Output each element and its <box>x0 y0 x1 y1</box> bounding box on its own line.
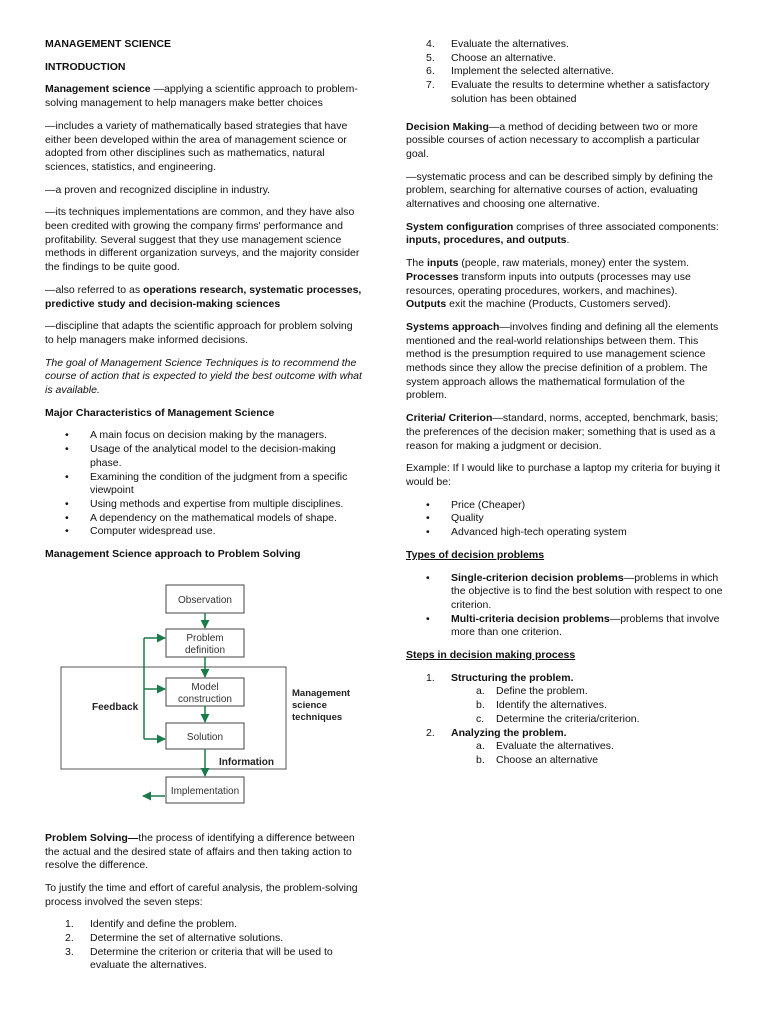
problem-label: Problem <box>186 632 224 644</box>
list-item: 1. Identify and define the problem. <box>65 918 238 931</box>
bullet-icon <box>426 512 446 526</box>
steps-heading: Steps in decision making process <box>406 649 576 662</box>
list-item: 4. Evaluate the alternatives. <box>426 38 569 50</box>
problem-solving-diagram <box>45 568 363 818</box>
list-item: b. Choose an alternative <box>476 753 599 766</box>
ms-aka-terms: operations research, systematic processes, predictive study and decision-making sciences <box>45 283 362 310</box>
justify-text: To justify the time and effort of careful analysis, the problem-solving process involved the seven steps: <box>45 881 358 908</box>
ms-goal: The goal of Management Science Techniques is to recommend the course of action that is expected to yield the best outcome with what is available. <box>45 356 362 397</box>
process-list <box>406 672 724 768</box>
system-configuration: System configuration comprises of three associated components: inputs, procedures, and outputs. <box>406 220 719 247</box>
characteristics-heading: Major Characteristics of Management Science <box>45 406 275 419</box>
bullet-icon <box>426 572 446 586</box>
bullet-icon <box>65 443 85 457</box>
observation-label: Observation <box>178 594 232 606</box>
document-title: MANAGEMENT SCIENCE <box>45 38 172 50</box>
approach-heading: Management Science approach to Problem Solving <box>45 548 301 561</box>
ms-term: Management science <box>45 83 151 96</box>
criteria-definition: Criteria/ Criterion—standard, norms, accepted, benchmark, basis; the preferences of the decision maker; something that is used as a reason for making a judgment or decision. <box>406 412 719 452</box>
list-item: • Price (Cheaper) <box>406 499 724 513</box>
definition-label: definition <box>184 644 226 656</box>
inputs-processes-outputs: The inputs (people, raw materials, money) enter the system. Processes transform inputs into outputs (processes may use resources, operating procedures, workers, and machines). Outputs exit the machine (Products, Customers served). <box>406 257 691 311</box>
left-column <box>45 38 363 982</box>
list-item: • Single-criterion decision problems—problems in which the objective is to find the best solution with respect to one criterion. <box>406 572 724 613</box>
list-item: a. Define the problem. <box>476 685 588 698</box>
ms-definition-text: —applying a scientific approach to problem-solving management to help managers make better choices <box>45 83 358 110</box>
ms-includes: —includes a variety of mathematically based strategies that have either been developed within the area of management science or adopted from other disciplines such as mathematics, natural sciences, statistics, and engineering. <box>45 119 348 173</box>
ms-aka <box>45 284 363 311</box>
steps-list-right <box>406 38 724 107</box>
list-item: a. Evaluate the alternatives. <box>476 740 614 753</box>
ms-definition <box>45 83 363 110</box>
list-item: • Examining the condition of the judgment from a specific viewpoint <box>45 471 363 498</box>
list-item: 6. Implement the selected alternative. <box>426 65 614 78</box>
solution-label: Solution <box>186 731 224 743</box>
bullet-icon <box>65 512 85 526</box>
list-item: • Usage of the analytical model to the decision-making phase. <box>45 443 363 470</box>
list-item: 7. Evaluate the results to determine whether a satisfactory solution has been obtained <box>426 79 710 105</box>
bullet-icon <box>426 499 446 513</box>
bullet-icon <box>426 526 446 540</box>
steps-list-left <box>45 918 363 973</box>
techniques-label-1: Management <box>292 687 351 699</box>
techniques-label-2: science <box>292 699 327 711</box>
list-item: • Advanced high-tech operating system <box>406 526 724 540</box>
criteria-list <box>406 499 724 540</box>
ms-proven: —a proven and recognized discipline in industry. <box>45 183 271 196</box>
techniques-label-3: techniques <box>292 711 343 723</box>
bullet-icon <box>65 498 85 512</box>
decision-making-process: —systematic process and can be described simply by defining the problem, searching for alternative courses of action, evaluating alternatives and choosing one alternative. <box>406 170 713 211</box>
right-column <box>406 38 724 777</box>
ms-aka-prefix: —also referred to as <box>45 283 144 296</box>
flowchart <box>45 568 363 818</box>
model-label: Model <box>191 681 219 693</box>
construction-label: construction <box>178 693 232 705</box>
list-item: 1. Structuring the problem. <box>426 671 574 684</box>
list-item: 2. Analyzing the problem. <box>426 726 567 739</box>
bullet-icon <box>426 613 446 627</box>
bullet-icon <box>65 429 85 443</box>
implementation-label: Implementation <box>170 785 240 797</box>
list-item: • Quality <box>406 512 724 526</box>
bullet-icon <box>65 525 85 539</box>
list-item: 3. Determine the criterion or criteria that will be used to evaluate the alternatives. <box>65 945 333 972</box>
decision-making-term: Decision Making <box>406 120 489 133</box>
list-item: c. Determine the criteria/criterion. <box>476 712 640 725</box>
example-text: Example: If I would like to purchase a laptop my criteria for buying it would be: <box>406 462 720 488</box>
feedback-label: Feedback <box>92 701 139 713</box>
list-item: • Multi-criteria decision problems—problems that involve more than one criterion. <box>406 613 724 640</box>
information-label: Information <box>219 756 274 768</box>
ms-discipline: —discipline that adapts the scientific approach for problem solving to help managers make informed decisions. <box>45 320 353 346</box>
list-item: • Computer widespread use. <box>45 525 363 539</box>
list-item: • Using methods and expertise from multiple disciplines. <box>45 498 363 512</box>
systems-approach-term: Systems approach <box>406 320 500 333</box>
list-item: • A main focus on decision making by the managers. <box>45 429 363 443</box>
problem-solving-definition: Problem Solving—the process of identifying a difference between the actual and the desired state of affairs and then taking action to resolve the difference. <box>45 831 355 872</box>
system-configuration-term: System configuration <box>406 220 514 233</box>
list-item: b. Identify the alternatives. <box>476 699 607 712</box>
characteristics-list <box>45 429 363 539</box>
bullet-icon <box>65 471 85 485</box>
criteria-term: Criteria/ Criterion <box>406 412 493 425</box>
list-item: 2. Determine the set of alternative solutions. <box>65 932 284 945</box>
list-item: 5. Choose an alternative. <box>426 51 557 64</box>
intro-heading: INTRODUCTION <box>45 60 126 73</box>
systems-approach: Systems approach—involves finding and defining all the elements mentioned and the real-world relationships between them. This method is the presumption required to use management science methods since they allow the precise definition of a problem. The system approach allows the mathematical formulation of the problem. <box>406 320 719 402</box>
types-list <box>406 572 724 641</box>
types-heading: Types of decision problems <box>406 548 545 561</box>
decision-making-definition: Decision Making—a method of deciding between two or more possible courses of action necessary to accomplish a particular goal. <box>406 120 700 160</box>
list-item: • A dependency on the mathematical models of shape. <box>45 512 363 526</box>
problem-solving-term: Problem Solving— <box>45 831 139 844</box>
ms-techniques: —its techniques implementations are common, and they have also been credited with growing the company firms' performance and profitability. Several suggest that they use management science methods in different organization surveys, and the majority consider the findings to be quite good. <box>45 206 360 274</box>
